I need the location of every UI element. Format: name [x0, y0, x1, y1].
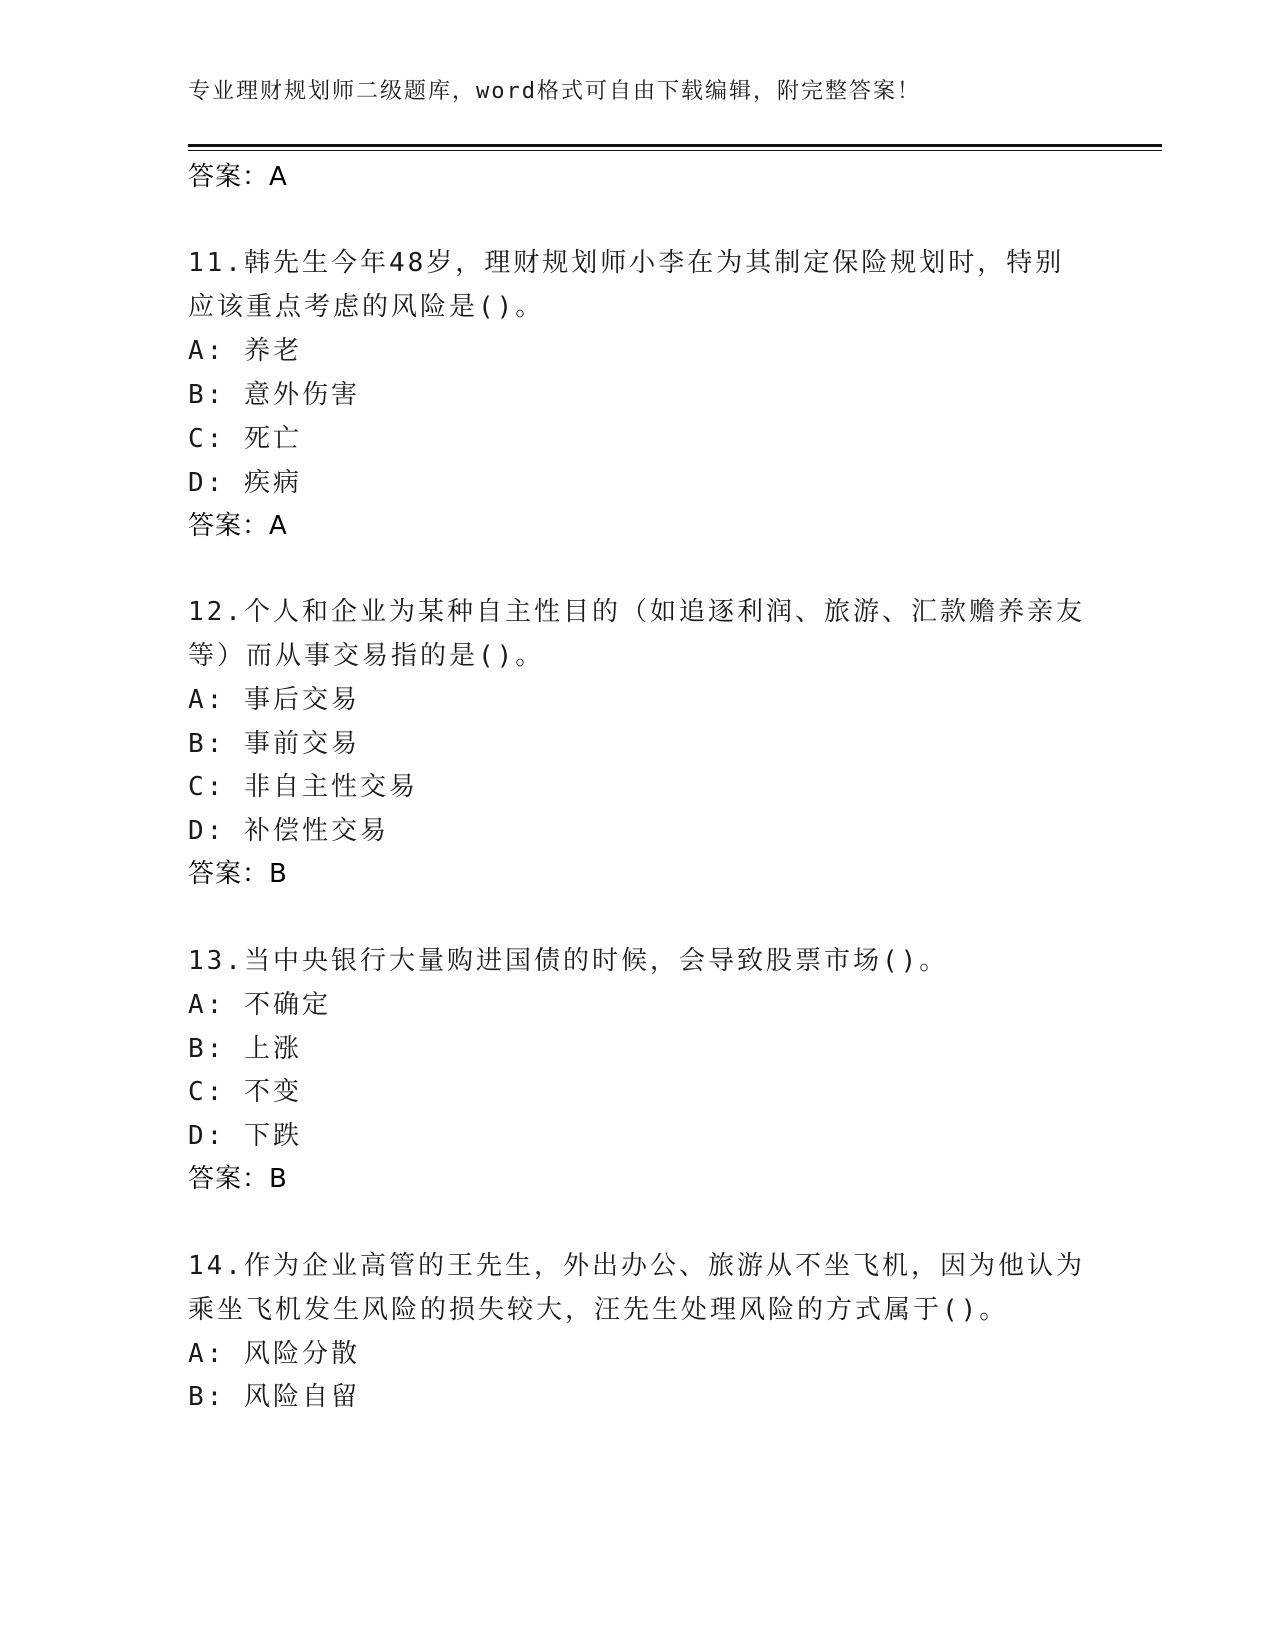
document-header: 专业理财规划师二级题库，word格式可自由下载编辑，附完整答案！ — [188, 79, 921, 104]
header-divider-thin — [188, 150, 1162, 151]
option-a: A: 事后交易 — [188, 685, 360, 715]
option-d: D: 下跌 — [188, 1121, 302, 1151]
question-stem: 等）而从事交易指的是()。 — [188, 641, 545, 671]
option-a: A: 养老 — [188, 336, 302, 366]
answer-label: 答案：A — [188, 162, 288, 192]
answer-label: 答案：A — [188, 511, 288, 541]
answer-label: 答案：B — [188, 859, 288, 889]
option-c: C: 不变 — [188, 1077, 302, 1107]
option-b: B: 风险自留 — [188, 1382, 360, 1412]
option-b: B: 意外伤害 — [188, 380, 360, 410]
question-stem: 乘坐飞机发生风险的损失较大，汪先生处理风险的方式属于()。 — [188, 1295, 1009, 1325]
option-d: D: 补偿性交易 — [188, 816, 389, 846]
option-c: C: 死亡 — [188, 424, 302, 454]
option-b: B: 上涨 — [188, 1034, 302, 1064]
question-stem: 14.作为企业高管的王先生，外出办公、旅游从不坐飞机，因为他认为 — [188, 1251, 1085, 1281]
option-c: C: 非自主性交易 — [188, 772, 418, 802]
question-stem: 13.当中央银行大量购进国债的时候，会导致股票市场()。 — [188, 946, 949, 976]
option-a: A: 不确定 — [188, 990, 331, 1020]
question-stem: 11.韩先生今年48岁，理财规划师小李在为其制定保险规划时，特别 — [188, 248, 1065, 278]
question-stem: 应该重点考虑的风险是()。 — [188, 292, 545, 322]
header-divider-thick — [188, 144, 1162, 147]
answer-label: 答案：B — [188, 1164, 288, 1194]
option-d: D: 疾病 — [188, 468, 302, 498]
option-a: A: 风险分散 — [188, 1339, 360, 1369]
option-b: B: 事前交易 — [188, 729, 360, 759]
question-stem: 12.个人和企业为某种自主性目的（如追逐利润、旅游、汇款赡养亲友 — [188, 597, 1085, 627]
